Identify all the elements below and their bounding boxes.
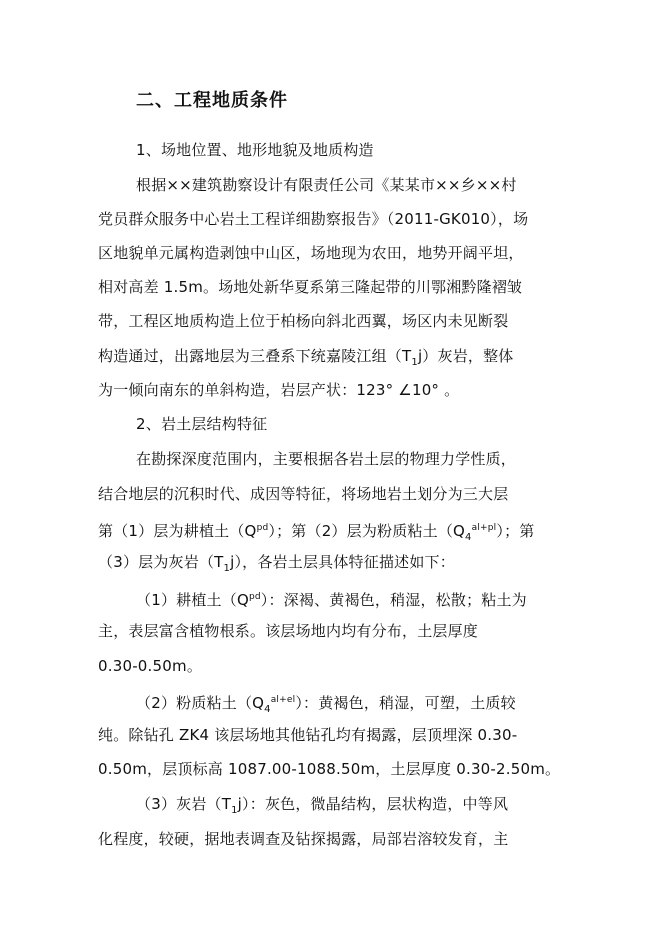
paragraph-line [98,518,535,548]
paragraph-line: 主，表层富含植物根系。该层场地内均有分布，土层厚度 [98,622,479,640]
paragraph-line [98,346,514,373]
text-run: （3）灰岩（T [136,795,232,813]
text-run: （3）层为灰岩（T [98,553,224,571]
superscript: al+pl [471,523,497,533]
paragraph-line: 根据××建筑勘察设计有限责任公司《某某市××乡××村 [136,176,517,194]
text-run: （2）粉质粘土（Q [136,694,265,712]
superscript: pd [256,523,269,533]
text-run: （1）耕植土（Q [136,591,249,609]
paragraph-line: 纯。除钻孔 ZK4 该层场地其他钻孔均有揭露，层顶埋深 0.30- [98,726,518,744]
superscript: pd [248,592,261,602]
paragraph-line: 结合地层的沉积时代、成因等特征，将场地岩土划分为三大层 [98,485,509,503]
text-run: 构造通过，出露地层为三叠系下统嘉陵江组（T [98,347,412,365]
subsection-title-2: 2、岩土层结构特征 [136,415,268,433]
subscript: 1 [411,357,418,368]
subscript: 4 [264,704,271,715]
paragraph-line: 党员群众服务中心岩土工程详细勘察报告》（2011-GK010），场 [98,210,529,228]
paragraph-line: 为一倾向南东的单斜构造，岩层产状：123° ∠10° 。 [98,381,460,399]
text-run: ）：深褐、黄褐色，稍湿，松散；粘土为 [260,591,527,609]
paragraph-line: 在勘探深度范围内，主要根据各岩土层的物理力学性质， [136,450,517,468]
subscript: 1 [223,563,231,574]
paragraph-line: 0.30-0.50m。 [98,657,203,675]
subscript: 1 [231,805,238,816]
paragraph-line [136,690,516,720]
section-heading: 二、工程地质条件 [136,90,288,111]
paragraph-line: 化程度，较硬，据地表调查及钻探揭露，局部岩溶较发育，主 [98,830,509,848]
text-run: ）：黄褐色，稍湿，可塑，土质较 [295,694,516,712]
paragraph-line: 带，工程区地质构造上位于柏杨向斜北西翼，场区内未见断裂 [98,312,509,330]
text-run: j）灰岩，整体 [417,347,514,365]
paragraph-line: 0.50m，层顶标高 1087.00-1088.50m，土层厚度 0.30-2.50m。 [98,760,561,778]
subsection-title-1: 1、场地位置、地形地貌及地质构造 [136,141,374,159]
text-run: ）；第 [496,522,535,540]
paragraph-line: 相对高差 1.5m。场地处新华夏系第三隆起带的川鄂湘黔隆褶皱 [98,278,523,296]
subscript: 4 [465,532,472,543]
superscript: al+el [270,695,296,705]
text-run: j），各岩土层具体特征描述如下： [230,553,455,571]
text-run: j）：灰色，微晶结构，层状构造，中等风 [237,795,509,813]
paragraph-line [136,794,508,821]
paragraph-line [136,587,527,610]
text-run: 第（1）层为耕植土（Q [98,522,257,540]
paragraph-line [98,552,455,579]
paragraph-line: 区地貌单元属构造剥蚀中山区，场地现为农田，地势开阔平坦， [98,244,524,262]
text-run: ）；第（2）层为粉质粘土（Q [268,522,466,540]
